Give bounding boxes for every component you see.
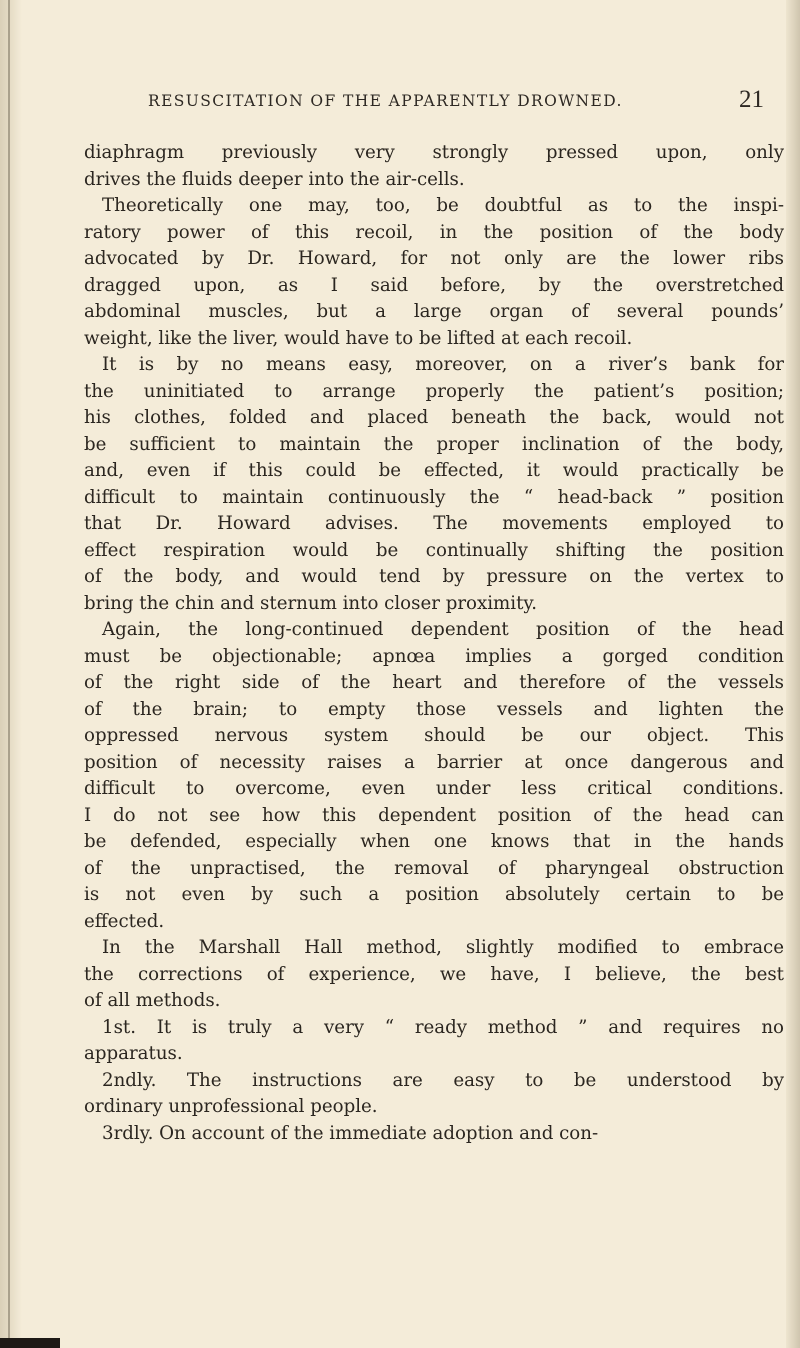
text-line: weight, like the liver, would have to be lifted at each recoil. — [84, 327, 633, 349]
text-line: of the right side of the heart and therefore of the vessels — [84, 672, 784, 693]
text-line: bring the chin and sternum into closer proximity. — [84, 592, 538, 614]
text-line: the corrections of experience, we have, I believe, the best — [84, 963, 784, 985]
running-title: RESUSCITATION OF THE APPARENTLY DROWNED. — [148, 92, 623, 110]
text-line: abdominal muscles, but a large organ of several pounds’ — [84, 301, 784, 322]
text-line: In the Marshall Hall method, slightly modified to embrace — [102, 937, 784, 958]
text-line: diaphragm previously very strongly pressed upon, only — [84, 142, 784, 163]
text-line: and, even if this could be effected, it would practically be — [84, 460, 784, 481]
text-line: the uninitiated to arrange properly the patient’s position; — [84, 380, 784, 402]
running-head — [104, 88, 794, 118]
text-line: Theoretically one may, too, be doubtful as to the inspi- — [102, 195, 784, 216]
text-line: oppressed nervous system should be our object. This — [84, 725, 784, 746]
text-line: advocated by Dr. Howard, for not only are the lower ribs — [84, 248, 784, 269]
text-line: drives the fluids deeper into the air-cells. — [84, 168, 465, 190]
text-line: must be objectionable; apnœa implies a gorged condition — [84, 645, 784, 667]
text-line: difficult to maintain continuously the “ head-back ” position — [84, 486, 784, 508]
text-line: Again, the long-continued dependent position of the head — [102, 619, 784, 640]
text-line: of the brain; to empty those vessels and lighten the — [84, 698, 784, 720]
text-line: difficult to overcome, even under less critical conditions. — [84, 778, 784, 799]
text-line: be sufficient to maintain the proper inclination of the body, — [84, 433, 784, 455]
binding-edge — [8, 0, 10, 1348]
text-line: effected. — [84, 910, 165, 932]
text-line: of the unpractised, the removal of pharyngeal obstruction — [84, 857, 784, 879]
text-line: It is by no means easy, moreover, on a river’s bank for — [102, 354, 784, 375]
text-line: position of necessity raises a barrier at once dangerous and — [84, 751, 784, 773]
text-line: be defended, especially when one knows that in the hands — [84, 831, 784, 852]
page-number: 21 — [739, 86, 764, 113]
text-line: 3rdly. On account of the immediate adoption and con- — [102, 1122, 599, 1144]
scan-shadow — [0, 1338, 60, 1348]
text-line: effect respiration would be continually shifting the position — [84, 539, 784, 561]
text-line: ratory power of this recoil, in the position of the body — [84, 221, 784, 243]
text-line: is not even by such a position absolutely certain to be — [84, 884, 784, 905]
text-line: of all methods. — [84, 990, 221, 1011]
text-line: of the body, and would tend by pressure on the vertex to — [84, 566, 784, 587]
text-line: apparatus. — [84, 1043, 183, 1064]
text-line: that Dr. Howard advises. The movements employed to — [84, 513, 784, 534]
text-line: dragged upon, as I said before, by the overstretched — [84, 274, 784, 296]
text-line: I do not see how this dependent position of the head can — [84, 804, 784, 826]
text-line: his clothes, folded and placed beneath the back, would not — [84, 407, 784, 428]
text-line: 2ndly. The instructions are easy to be understood by — [102, 1069, 784, 1091]
page-edge — [786, 0, 800, 1348]
page-gutter — [0, 0, 22, 1348]
text-line: ordinary unprofessional people. — [84, 1096, 378, 1117]
body-text — [84, 140, 784, 1147]
text-line: 1st. It is truly a very “ ready method ” and requires no — [102, 1016, 784, 1038]
